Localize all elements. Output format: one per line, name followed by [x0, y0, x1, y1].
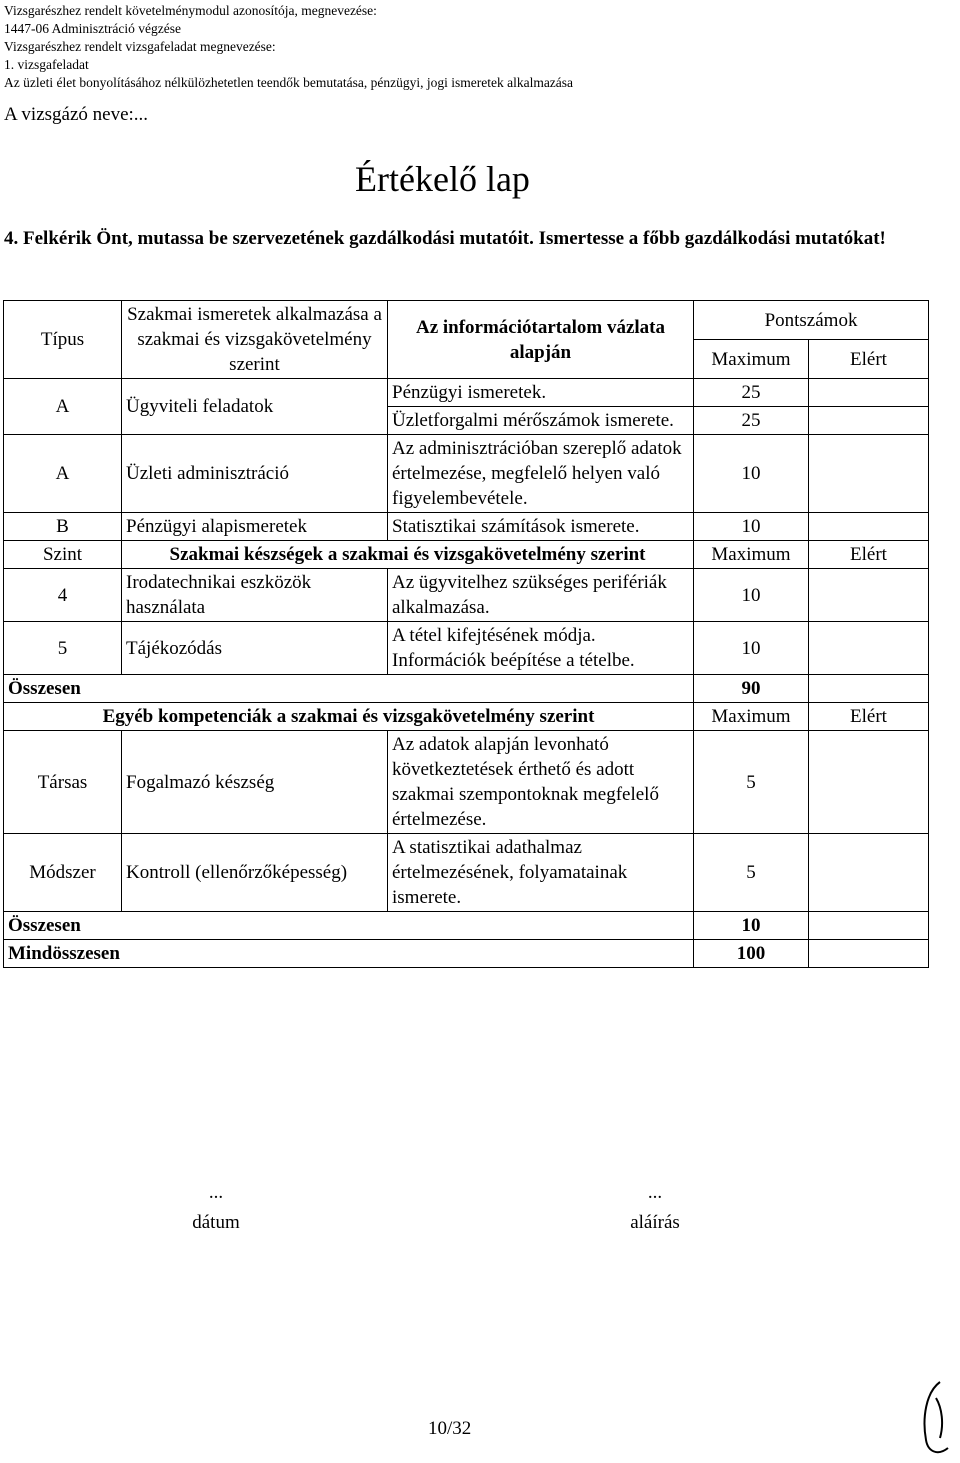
- grand-total-value: 100: [694, 940, 809, 968]
- row-got[interactable]: [809, 513, 929, 541]
- header-line-5: Az üzleti élet bonyolításához nélkülözhetetlen teendők bemutatása, pénzügyi, jogi ismeretek alkalmazása: [4, 75, 574, 90]
- row-type: A: [4, 435, 122, 513]
- row-got[interactable]: [809, 731, 929, 834]
- header-line-2: 1447-06 Adminisztráció végzése: [4, 21, 181, 36]
- row-got[interactable]: [809, 834, 929, 912]
- subtotal-label: Összesen: [4, 912, 694, 940]
- row-got[interactable]: [809, 622, 929, 675]
- page-title: Értékelő lap: [355, 159, 530, 199]
- subtotal-value: 90: [694, 675, 809, 703]
- header-level: Szint: [4, 541, 122, 569]
- row-area: Pénzügyi alapismeretek: [122, 513, 388, 541]
- row-got[interactable]: [809, 435, 929, 513]
- date-label: dátum: [192, 1212, 240, 1233]
- row-type: Módszer: [4, 834, 122, 912]
- signature-dots: ...: [647, 1182, 663, 1203]
- row-area: Tájékozódás: [122, 622, 388, 675]
- row-info: A tétel kifejtésének módja. Információk beépítése a tételbe.: [388, 622, 694, 675]
- row-got[interactable]: [809, 569, 929, 622]
- header-got: Elért: [809, 541, 929, 569]
- row-area: Üzleti adminisztráció: [122, 435, 388, 513]
- header-line-3: Vizsgarészhez rendelt vizsgafeladat megnevezése:: [4, 39, 276, 54]
- header-type: Típus: [4, 301, 122, 379]
- handwritten-signature-icon: [918, 1378, 954, 1458]
- subtotal-label: Összesen: [4, 675, 694, 703]
- document-header: [4, 2, 573, 92]
- row-area: Ügyviteli feladatok: [122, 379, 388, 435]
- signature-field: [525, 1178, 785, 1238]
- grand-total-got[interactable]: [809, 940, 929, 968]
- header-max: Maximum: [694, 340, 809, 379]
- row-info: Pénzügyi ismeretek.: [388, 379, 694, 407]
- page-number: 10/32: [428, 1418, 472, 1439]
- row-info: Az ügyvitelhez szükséges perifériák alkalmazása.: [388, 569, 694, 622]
- header-info: Az információtartalom vázlata alapján: [388, 301, 694, 379]
- candidate-name-line: A vizsgázó neve:...: [4, 104, 149, 125]
- date-field: [86, 1178, 346, 1238]
- subtotal-got[interactable]: [809, 912, 929, 940]
- row-max: 5: [694, 834, 809, 912]
- header-got: Elért: [809, 703, 929, 731]
- row-type: B: [4, 513, 122, 541]
- row-max: 25: [694, 407, 809, 435]
- row-info: Statisztikai számítások ismerete.: [388, 513, 694, 541]
- row-level: 5: [4, 622, 122, 675]
- row-level: 4: [4, 569, 122, 622]
- header-line-1: Vizsgarészhez rendelt követelménymodul azonosítója, megnevezése:: [4, 3, 377, 18]
- header-skills: Szakmai készségek a szakmai és vizsgakövetelmény szerint: [122, 541, 694, 569]
- row-max: 10: [694, 569, 809, 622]
- evaluation-table: [3, 300, 929, 968]
- header-other: Egyéb kompetenciák a szakmai és vizsgakövetelmény szerint: [4, 703, 694, 731]
- row-area: Fogalmazó készség: [122, 731, 388, 834]
- row-info: Az adatok alapján levonható következtetések érthető és adott szakmai szempontoknak megfelelő értelmezése.: [388, 731, 694, 834]
- row-max: 10: [694, 622, 809, 675]
- subtotal-got[interactable]: [809, 675, 929, 703]
- header-line-4: 1. vizsgafeladat: [4, 57, 89, 72]
- subtotal-value: 10: [694, 912, 809, 940]
- row-got[interactable]: [809, 379, 929, 407]
- header-got: Elért: [809, 340, 929, 379]
- row-max: 25: [694, 379, 809, 407]
- header-points: Pontszámok: [694, 301, 929, 340]
- row-area: Irodatechnikai eszközök használata: [122, 569, 388, 622]
- header-max: Maximum: [694, 541, 809, 569]
- row-max: 10: [694, 513, 809, 541]
- date-dots: ...: [208, 1182, 224, 1203]
- row-got[interactable]: [809, 407, 929, 435]
- grand-total-label: Mindösszesen: [4, 940, 694, 968]
- header-knowledge: Szakmai ismeretek alkalmazása a szakmai és vizsgakövetelmény szerint: [122, 301, 388, 379]
- signature-label: aláírás: [630, 1212, 680, 1233]
- task-description: 4. Felkérik Önt, mutassa be szervezetének gazdálkodási mutatóit. Ismertesse a főbb gazdálkodási mutatókat!: [4, 228, 886, 249]
- row-max: 10: [694, 435, 809, 513]
- row-max: 5: [694, 731, 809, 834]
- row-info: Az adminisztrációban szereplő adatok értelmezése, megfelelő helyen való figyelembevétele.: [388, 435, 694, 513]
- row-type: Társas: [4, 731, 122, 834]
- row-type: A: [4, 379, 122, 435]
- header-max: Maximum: [694, 703, 809, 731]
- row-area: Kontroll (ellenőrzőképesség): [122, 834, 388, 912]
- row-info: A statisztikai adathalmaz értelmezésének, folyamatainak ismerete.: [388, 834, 694, 912]
- row-info: Üzletforgalmi mérőszámok ismerete.: [388, 407, 694, 435]
